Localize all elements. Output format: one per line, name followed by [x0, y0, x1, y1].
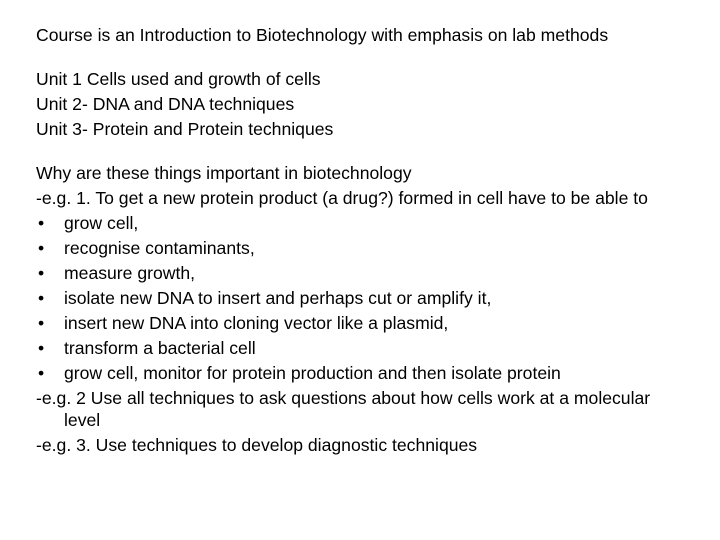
bullet-icon: • — [38, 288, 45, 308]
bullet-text: measure growth, — [64, 263, 196, 283]
bullet-item-isolate-dna — [36, 287, 686, 309]
course-intro: Course is an Introduction to Biotechnology with emphasis on lab methods — [36, 25, 609, 45]
slide-body — [36, 24, 686, 459]
bullet-item-monitor-protein — [36, 362, 686, 384]
example-1: -e.g. 1. To get a new protein product (a drug?) formed in cell have to be able to — [36, 188, 648, 208]
bullet-text: isolate new DNA to insert and perhaps cut or amplify it, — [64, 288, 492, 308]
bullet-icon: • — [38, 263, 45, 283]
bullet-icon: • — [38, 313, 45, 333]
bullet-icon: • — [38, 213, 45, 233]
bullet-item-insert-dna — [36, 312, 686, 334]
example-3: -e.g. 3. Use techniques to develop diagnostic techniques — [36, 435, 478, 455]
bullet-icon: • — [38, 363, 45, 383]
bullet-icon: • — [38, 238, 45, 258]
bullet-text: recognise contaminants, — [64, 238, 255, 258]
bullet-icon: • — [38, 338, 45, 358]
unit-2: Unit 2- DNA and DNA techniques — [36, 94, 295, 114]
importance-question: Why are these things important in biotechnology — [36, 163, 412, 183]
bullet-item-measure-growth — [36, 262, 686, 284]
example-2: -e.g. 2 Use all techniques to ask questions about how cells work at a molecular level — [36, 388, 651, 430]
bullet-text: grow cell, monitor for protein production and then isolate protein — [64, 363, 561, 383]
bullet-text: grow cell, — [64, 213, 139, 233]
bullet-item-transform-cell — [36, 337, 686, 359]
bullet-item-recognise-contaminants — [36, 237, 686, 259]
bullet-item-grow-cell — [36, 212, 686, 234]
bullet-text: transform a bacterial cell — [64, 338, 256, 358]
unit-1: Unit 1 Cells used and growth of cells — [36, 69, 321, 89]
unit-3: Unit 3- Protein and Protein techniques — [36, 119, 334, 139]
bullet-text: insert new DNA into cloning vector like a plasmid, — [64, 313, 449, 333]
